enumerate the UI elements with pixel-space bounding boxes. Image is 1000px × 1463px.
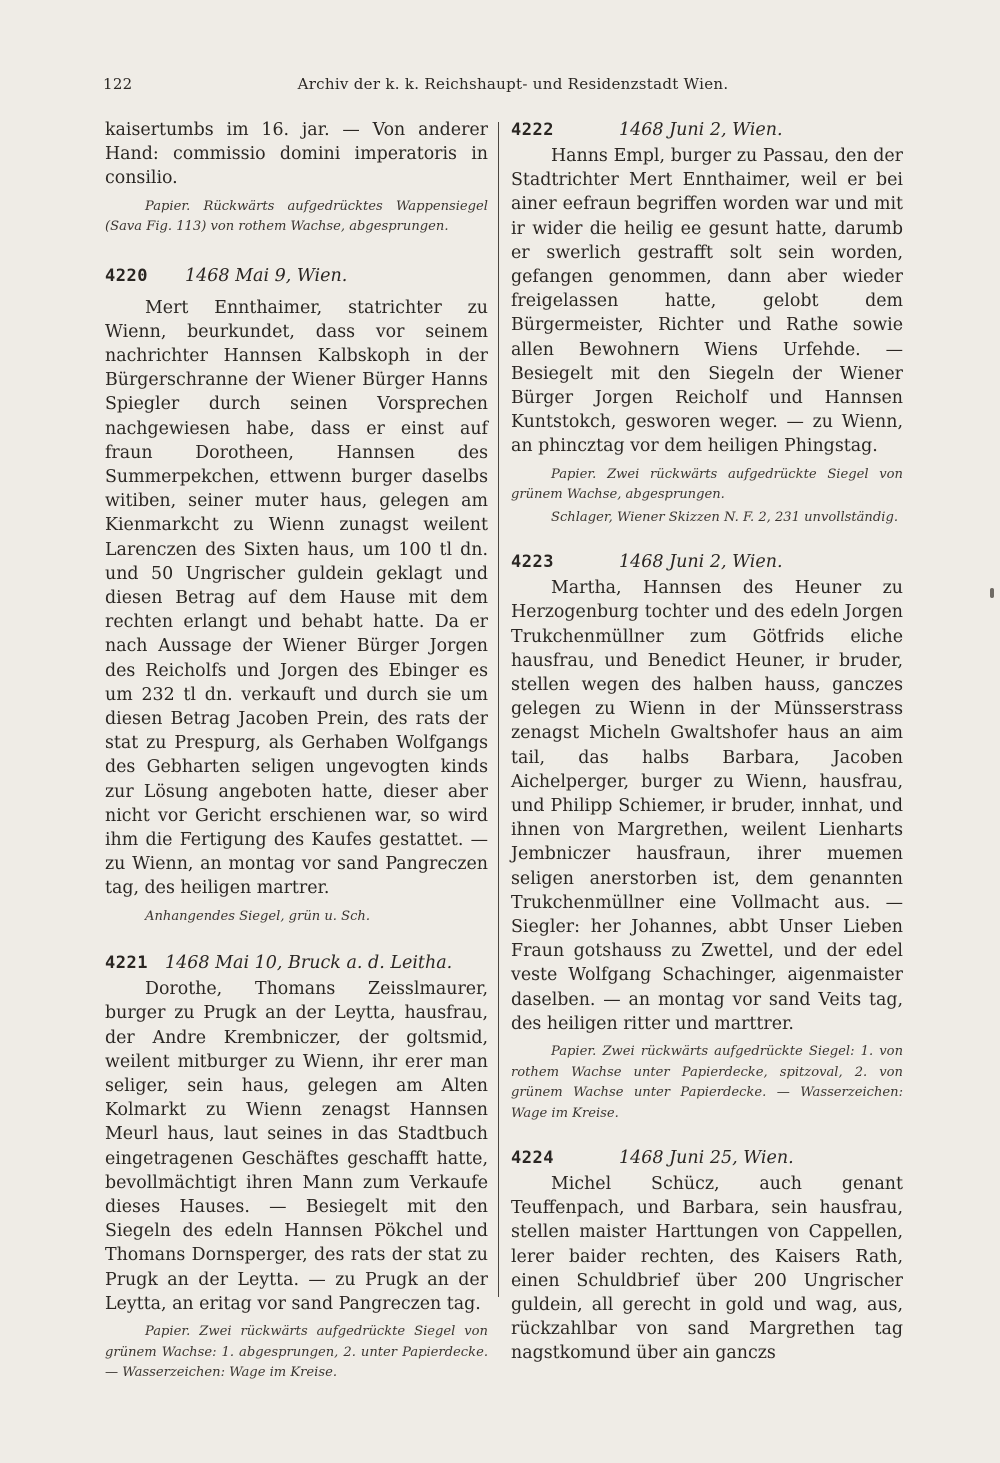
entry-date: 1468 Mai 10, Bruck a. d. Leitha. (165, 953, 453, 974)
entry-date: 1468 Mai 9, Wien. (185, 265, 348, 286)
entry-number: 4223 (511, 552, 554, 573)
entry-4223-heading (511, 550, 903, 574)
entry-4220-note: Anhangendes Siegel, grün u. Sch. (145, 908, 371, 924)
running-title: Archiv der k. k. Reichshaupt- und Residenzstadt Wien. (297, 75, 729, 93)
entry-number: 4222 (511, 120, 554, 140)
entry-date: 1468 Juni 2, Wien. (619, 552, 783, 573)
entry-4223-text: Martha, Hannsen des Heuner zu Herzogenburg tochter und des edeln Jorgen Trukchenmüllner zum Götfrids eliche hausfrau, und Benedict Heuner, ir bruder, stellen wegen des halben hauss, ganczes gelegen zu Wienn in der Münsserstrass zenagst Micheln Gwaltshofer haus an aim tail, das halbs Barbara, Jacoben Aichelperger, burger zu Wienn, hausfrau, und Philipp Schiemer, ir bruder, innhat, und ihnen von Margrethen, weilent Lienharts Jembniczer hausfraun, ihrer muemen seligen anerstorben ist, dem genannten Trukchenmüllner eine Vollmacht aus. — Siegler: her Johannes, abbt Unser Lieben Fraun gotshauss zu Zwettel, und der edel veste Wolfgang Schachinger, aigenmaister daselben. — an montag vor sand Veits tag, des heiligen ritter und marttrer. (511, 578, 903, 1034)
entry-4222-reference: Schlager, Wiener Skizzen N. F. 2, 231 unvollständig. (551, 509, 898, 525)
entry-date: 1468 Juni 2, Wien. (619, 120, 783, 140)
entry-4221-note: Papier. Zwei rückwärts aufgedrückte Siegel von grünem Wachse: 1. abgesprungen, 2. unter Papierdecke. — Wasserzeichen: Wage im Kreise. (105, 1324, 488, 1381)
entry-4223-note: Papier. Zwei rückwärts aufgedrückte Siegel: 1. von rothem Wachse unter Papierdecke, spitzoval, 2. von grünem Wachse unter Papierdecke. — Wasserzeichen: Wage im Kreise. (511, 1044, 903, 1121)
entry-4224-text: Michel Schücz, auch genant Teuffenpach, und Barbara, sein hausfrau, stellen maister Harttungen von Cappellen, lerer baider rechten, des Kaisers Rath, einen Schuldbrief über 200 Ungrischer guldein, all gerecht in gold und wag, aus, rückzahlbar von sand Margrethen tag nagstkomund über ain ganczs (511, 1174, 903, 1364)
entry-number: 4220 (105, 265, 148, 286)
right-column (511, 118, 903, 1366)
entry-4221-text: Dorothe, Thomans Zeisslmaurer, burger zu Prugk an der Leytta, hausfrau, der Andre Krembniczer, der goltsmid, weilent mitburger zu Wienn, ihr erer man seliger, sein haus, gelegen am Alten Kolmarkt zu Wienn zenagst Hannsen Meurl haus, laut seines in das Stadtbuch eingetragenen Geschäftes geschafft hatte, bevollmächtigt ihren Mann zum Verkaufe dieses Hauses. — Besiegelt mit den Siegeln des edeln Hannsen Pökchel und Thomans Dornsperger, des rats der stat zu Prugk an der Leytta. — zu Prugk an der Leytta, an eritag vor sand Pangreczen tag. (105, 979, 488, 1314)
continued-text: kaisertumbs im 16. jar. — Von anderer Hand: commissio domini imperatoris in consilio. (105, 120, 488, 189)
entry-4224-heading (511, 1146, 903, 1170)
entry-4222-text: Hanns Empl, burger zu Passau, den der Stadtrichter Mert Ennthaimer, weil er bei ainer eefraun begriffen worden war und mit ir wider die heilig ee gesunt hatte, darumb er swerlich gestrafft solt sein worden, gefangen genommen, dann aber wieder freigelassen hatte, gelobt dem Bürgermeister, Richter und Rathe sowie allen Bewohnern Wiens Urfehde. — Besiegelt mit den Siegeln der Wiener Bürger Jorgen Reicholf und Hannsen Kuntstokch, gesworen weger. — zu Wienn, an phincztag vor dem heiligen Phingstag. (511, 146, 903, 457)
entry-4220-text: Mert Ennthaimer, statrichter zu Wienn, beurkundet, dass vor seinem nachrichter Hannsen Kalbskoph in der Bürgerschranne der Wiener Bürger Hanns Spiegler durch seinen Vorsprechen nachgewiesen habe, dass er einst auf fraun Dorotheen, Hannsen des Summerpekchen, ettwenn burger daselbs witiben, seiner muter haus, gelegen am Kienmarkcht zu Wienn zunagst weilent Larenczen des Sixten haus, um 100 tl dn. und 50 Ungrischer guldein geklagt und diesen Betrag auf dem Hause mit dem rechten erlangt und behabt hatte. Da er nach Aussage der Wiener Bürger Jorgen des Reicholfs und Jorgen des Ebinger es um 232 tl dn. verkauft und durch sie um diesen Betrag Jacoben Prein, des rats der stat zu Prespurg, als Gerhaben Wolfgangs des Gebharten seligen ungevogten kinds zur Lösung angeboten hatte, dieser aber nicht vor Gericht erschienen war, so wird ihm die Fertigung des Kaufes gestattet. — zu Wienn, an montag vor sand Pangreczen tag, des heiligen martrer. (105, 297, 488, 899)
column-divider (498, 122, 499, 1297)
paper-speck (990, 588, 994, 598)
entry-4221-heading (105, 951, 488, 975)
entry-number: 4221 (105, 953, 148, 974)
entry-4222-heading (511, 118, 903, 142)
page-header (103, 75, 903, 99)
entry-date: 1468 Juni 25, Wien. (619, 1148, 794, 1168)
page-number: 122 (103, 75, 133, 93)
entry-4220-heading (105, 264, 488, 288)
left-column (105, 118, 488, 1384)
continued-note: Papier. Rückwärts aufgedrücktes Wappensiegel (Sava Fig. 113) von rothem Wachse, abgesprungen. (105, 198, 488, 235)
entry-4222-note: Papier. Zwei rückwärts aufgedrückte Siegel von grünem Wachse, abgesprungen. (511, 466, 903, 503)
entry-number: 4224 (511, 1148, 554, 1168)
